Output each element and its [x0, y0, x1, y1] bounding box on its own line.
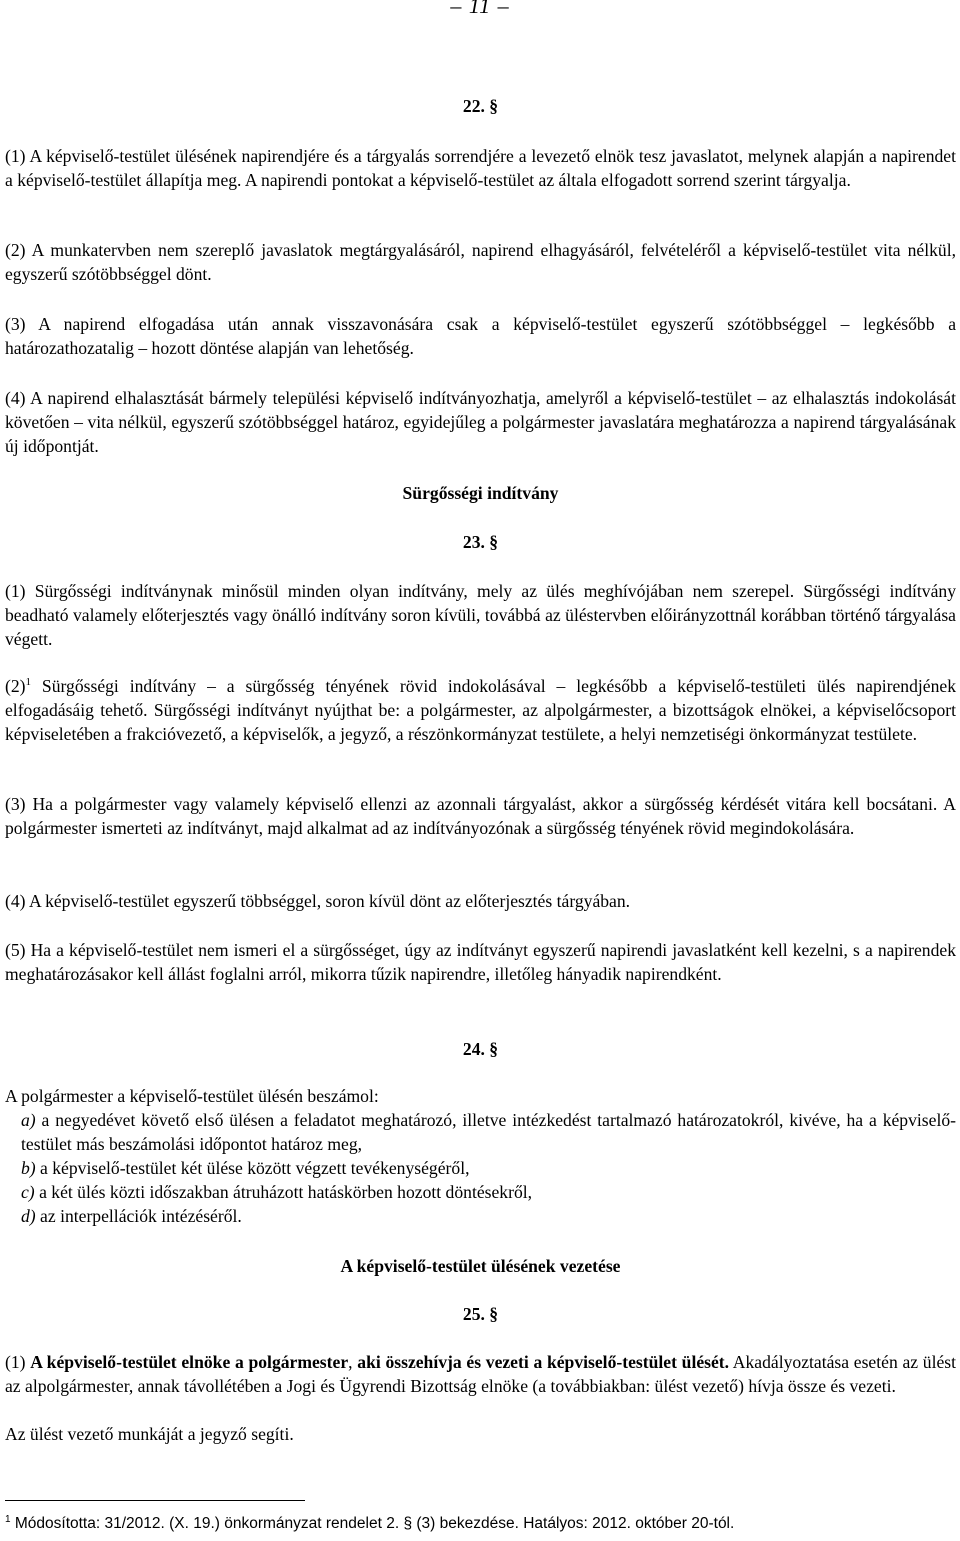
section-22-number: 22. §	[462, 96, 499, 116]
s23-p2-text: Sürgősségi indítvány – a sürgősség tényének rövid indokolásával – legkésőbb a képviselő-testületi ülés napirendjének elfogadásáig tehető. Sürgősségi indítványt nyújthat be: a polgármester, az alpolgármester, a bizottságok elnökei, a képviselőcsoport képviseletében a frakcióvezető, a képviselők, a jegyző, a részönkormányzat testülete, a helyi nemzetiségi önkormányzat testülete.	[5, 676, 956, 744]
s24-item-a-marker: a)	[21, 1110, 36, 1130]
s24-item-c	[5, 1180, 956, 1204]
section-24-number: 24. §	[462, 1039, 499, 1059]
s24-item-b-text: a képviselő-testület két ülése között végzett tevékenységéről,	[35, 1158, 470, 1178]
s24-item-c-text: a két ülés közti időszakban átruházott hatáskörben hozott döntésekről,	[34, 1182, 533, 1202]
heading-meeting-leadership: A képviselő-testület ülésének vezetése	[340, 1256, 621, 1276]
s24-item-d-text: az interpellációk intézéséről.	[35, 1206, 242, 1226]
s23-paragraph-4: (4) A képviselő-testület egyszerű többséggel, soron kívül dönt az előterjesztés tárgyában.	[5, 891, 631, 911]
s22-paragraph-2: (2) A munkatervben nem szereplő javaslatok megtárgyalásáról, napirend elhagyásáról, felvételéről a képviselő-testület vita nélkül, egyszerű szótöbbséggel dönt.	[5, 240, 956, 284]
footnote-ref-1: 1	[25, 676, 32, 688]
s24-item-b-marker: b)	[21, 1158, 36, 1178]
s24-item-d-marker: d)	[21, 1206, 36, 1226]
s25-p1-rest: Akadályoztatása esetén az ülést az alpolgármester, annak távollétében a Jogi és Ügyrendi Bizottság elnöke (a továbbiakban: ülést vezető) hívja össze és vezeti.	[5, 1352, 957, 1396]
footnote	[5, 1514, 956, 1534]
page-number: – 11 –	[450, 0, 510, 18]
s22-paragraph-4: (4) A napirend elhalasztását bármely települési képviselő indítványozhatja, amelyről a képviselő-testület – az elhalasztás indokolását követően – vita nélkül, egyszerű szótöbbséggel határoz, egyidejűleg a polgármester javaslatára meghatározza a napirend tárgyalásának új időpontját.	[5, 388, 956, 456]
s23-paragraph-2	[5, 674, 956, 746]
heading-urgent-motion: Sürgősségi indítvány	[402, 483, 559, 503]
s24-list	[5, 1084, 956, 1228]
section-23-number: 23. §	[462, 532, 499, 552]
s23-p2-prefix: (2)	[5, 676, 26, 696]
s25-p1-bold-a: A képviselő-testület elnöke a polgármester	[30, 1352, 349, 1372]
s23-paragraph-3: (3) Ha a polgármester vagy valamely képviselő ellenzi az azonnali tárgyalást, akkor a sürgősség kérdését vitára kell bocsátani. A polgármester ismerteti az indítványt, majd alkalmat ad az indítványozónak a sürgősség tényének rövid megindokolására.	[5, 794, 956, 838]
s25-p1-prefix: (1)	[5, 1352, 31, 1372]
s25-paragraph-2: Az ülést vezető munkáját a jegyző segíti.	[5, 1424, 294, 1444]
s24-item-a-text: a negyedévet követő első ülésen a feladatot meghatározó, illetve intézkedést tartalmazó határozatokról, kivéve, ha a képviselő-testület más beszámolási időpontot határoz meg,	[21, 1110, 956, 1154]
s25-p1-mid: ,	[348, 1352, 358, 1372]
s22-paragraph-1: (1) A képviselő-testület ülésének napirendjére és a tárgyalás sorrendjére a levezető elnök tesz javaslatot, melynek alapján a napirendet a képviselő-testület állapítja meg. A napirendi pontokat a képviselő-testület az általa elfogadott sorrend szerint tárgyalja.	[5, 146, 956, 190]
s23-paragraph-1: (1) Sürgősségi indítványnak minősül minden olyan indítvány, mely az ülés meghívójában nem szerepel. Sürgősségi indítvány beadható valamely előterjesztés vagy önálló indítvány soron kívüli, továbbá az üléstervben előirányzottnál korábban történő tárgyalása végett.	[5, 581, 956, 649]
s25-paragraph-1	[5, 1350, 956, 1398]
footnote-text: Módosította: 31/2012. (X. 19.) önkormányzat rendelet 2. § (3) bekezdése. Hatályos: 2012. október 20-tól.	[10, 1515, 735, 1532]
s24-item-b	[5, 1156, 956, 1180]
s24-intro: A polgármester a képviselő-testület ülésén beszámol:	[5, 1086, 379, 1106]
s25-p1-bold-b: aki összehívja és vezeti a képviselő-testület ülését.	[357, 1352, 730, 1372]
s22-paragraph-3: (3) A napirend elfogadása után annak visszavonására csak a képviselő-testület egyszerű szótöbbséggel – legkésőbb a határozathozatalig – hozott döntése alapján van lehetőség.	[5, 314, 956, 358]
section-25-number: 25. §	[462, 1304, 499, 1324]
s23-paragraph-5: (5) Ha a képviselő-testület nem ismeri el a sürgősséget, úgy az indítványt egyszerű napirendi javaslatként kell kezelni, s a napirendek meghatározásakor kell állást foglalni arról, mikorra tűzik napirendre, illetőleg hányadik napirendként.	[5, 940, 956, 984]
footnote-marker: 1	[5, 1514, 11, 1525]
s24-item-d	[5, 1204, 956, 1228]
footnote-divider	[5, 1500, 305, 1501]
s24-item-c-marker: c)	[21, 1182, 35, 1202]
s24-item-a	[5, 1108, 956, 1156]
